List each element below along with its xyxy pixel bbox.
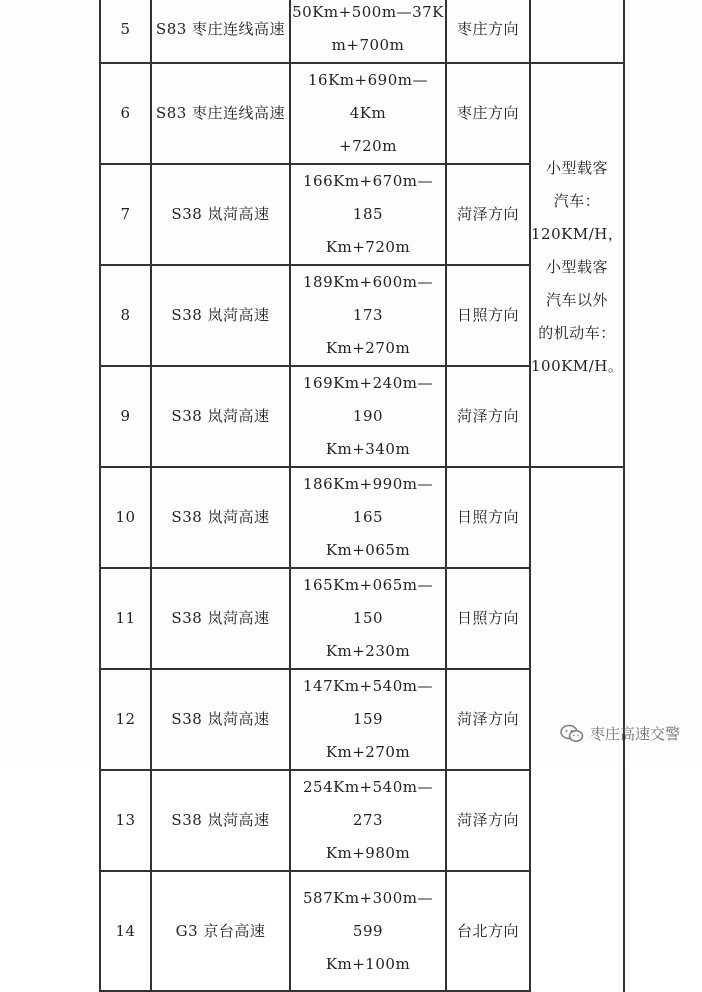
road-name: S38 岚菏高速	[151, 164, 290, 265]
road-name: S38 岚菏高速	[151, 265, 290, 366]
road-name: S38 岚菏高速	[151, 770, 290, 871]
direction: 日照方向	[446, 265, 530, 366]
speed-limit-line: 汽车：	[553, 191, 601, 210]
speed-limit-line: 汽车以外	[545, 290, 608, 309]
row-number: 7	[100, 164, 151, 265]
segment-end: Km+065m	[325, 541, 411, 559]
segment-end: +720m	[339, 137, 397, 155]
row-number: 14	[100, 871, 151, 991]
speed-limit-line: 100KM/H。	[531, 356, 624, 375]
row-number: 13	[100, 770, 151, 871]
table-row	[100, 0, 624, 63]
row-number: 11	[100, 568, 151, 669]
road-segment	[290, 63, 446, 164]
road-name: G3 京台高速	[151, 871, 290, 991]
row-number: 12	[100, 669, 151, 770]
direction: 日照方向	[446, 467, 530, 568]
road-name: S38 岚菏高速	[151, 568, 290, 669]
road-segment	[290, 871, 446, 991]
segment-start: 50Km+500m—37K	[292, 3, 444, 21]
road-name: S83 枣庄连线高速	[151, 0, 290, 63]
row-number: 10	[100, 467, 151, 568]
table-row	[100, 63, 624, 164]
direction: 菏泽方向	[446, 366, 530, 467]
road-name: S38 岚菏高速	[151, 366, 290, 467]
direction: 台北方向	[446, 871, 530, 991]
row-number: 5	[100, 0, 151, 63]
table-row	[100, 770, 624, 871]
road-name: S38 岚菏高速	[151, 669, 290, 770]
direction: 枣庄方向	[446, 63, 530, 164]
road-segment	[290, 265, 446, 366]
table-row	[100, 467, 624, 568]
segment-end: Km+720m	[325, 238, 411, 256]
speed-limit-cell	[530, 63, 624, 467]
row-number: 8	[100, 265, 151, 366]
direction: 菏泽方向	[446, 164, 530, 265]
wechat-icon	[560, 724, 584, 744]
segment-start: 147Km+540m—159	[303, 677, 433, 728]
road-segment	[290, 770, 446, 871]
row-number: 9	[100, 366, 151, 467]
speed-limit-table	[99, 0, 625, 992]
road-name: S83 枣庄连线高速	[151, 63, 290, 164]
row-number: 6	[100, 63, 151, 164]
limit-cell-empty	[530, 0, 624, 63]
table-row	[100, 669, 624, 770]
road-segment	[290, 467, 446, 568]
road-name: S38 岚菏高速	[151, 467, 290, 568]
direction: 枣庄方向	[446, 0, 530, 63]
road-segment	[290, 164, 446, 265]
segment-end: Km+270m	[325, 743, 411, 761]
segment-end: m+700m	[331, 36, 405, 54]
table-row	[100, 568, 624, 669]
table-row	[100, 871, 624, 991]
speed-limit-line: 120KM/H，	[531, 224, 624, 243]
segment-start: 16Km+690m—4Km	[308, 71, 428, 122]
segment-end: Km+340m	[325, 440, 411, 458]
road-segment	[290, 568, 446, 669]
segment-end: Km+100m	[325, 954, 411, 973]
watermark	[560, 723, 680, 744]
speed-limit-line: 小型载客	[545, 257, 608, 276]
segment-start: 169Km+240m—190	[303, 374, 433, 425]
segment-end: Km+270m	[325, 339, 411, 357]
segment-start: 587Km+300m—599	[303, 888, 433, 940]
direction: 日照方向	[446, 568, 530, 669]
speed-limit-line: 的机动车：	[538, 323, 616, 342]
watermark-text: 枣庄高速交警	[589, 725, 680, 743]
segment-start: 186Km+990m—165	[303, 475, 433, 526]
direction: 菏泽方向	[446, 669, 530, 770]
direction: 菏泽方向	[446, 770, 530, 871]
speed-limit-line: 小型载客	[545, 158, 608, 177]
segment-start: 166Km+670m—185	[303, 172, 433, 223]
segment-end: Km+230m	[325, 642, 411, 660]
segment-start: 254Km+540m—273	[303, 778, 433, 829]
segment-start: 165Km+065m—150	[303, 576, 433, 627]
road-segment	[290, 669, 446, 770]
road-segment	[290, 366, 446, 467]
segment-start: 189Km+600m—173	[303, 273, 433, 324]
road-segment	[290, 0, 446, 63]
segment-end: Km+980m	[325, 844, 411, 862]
